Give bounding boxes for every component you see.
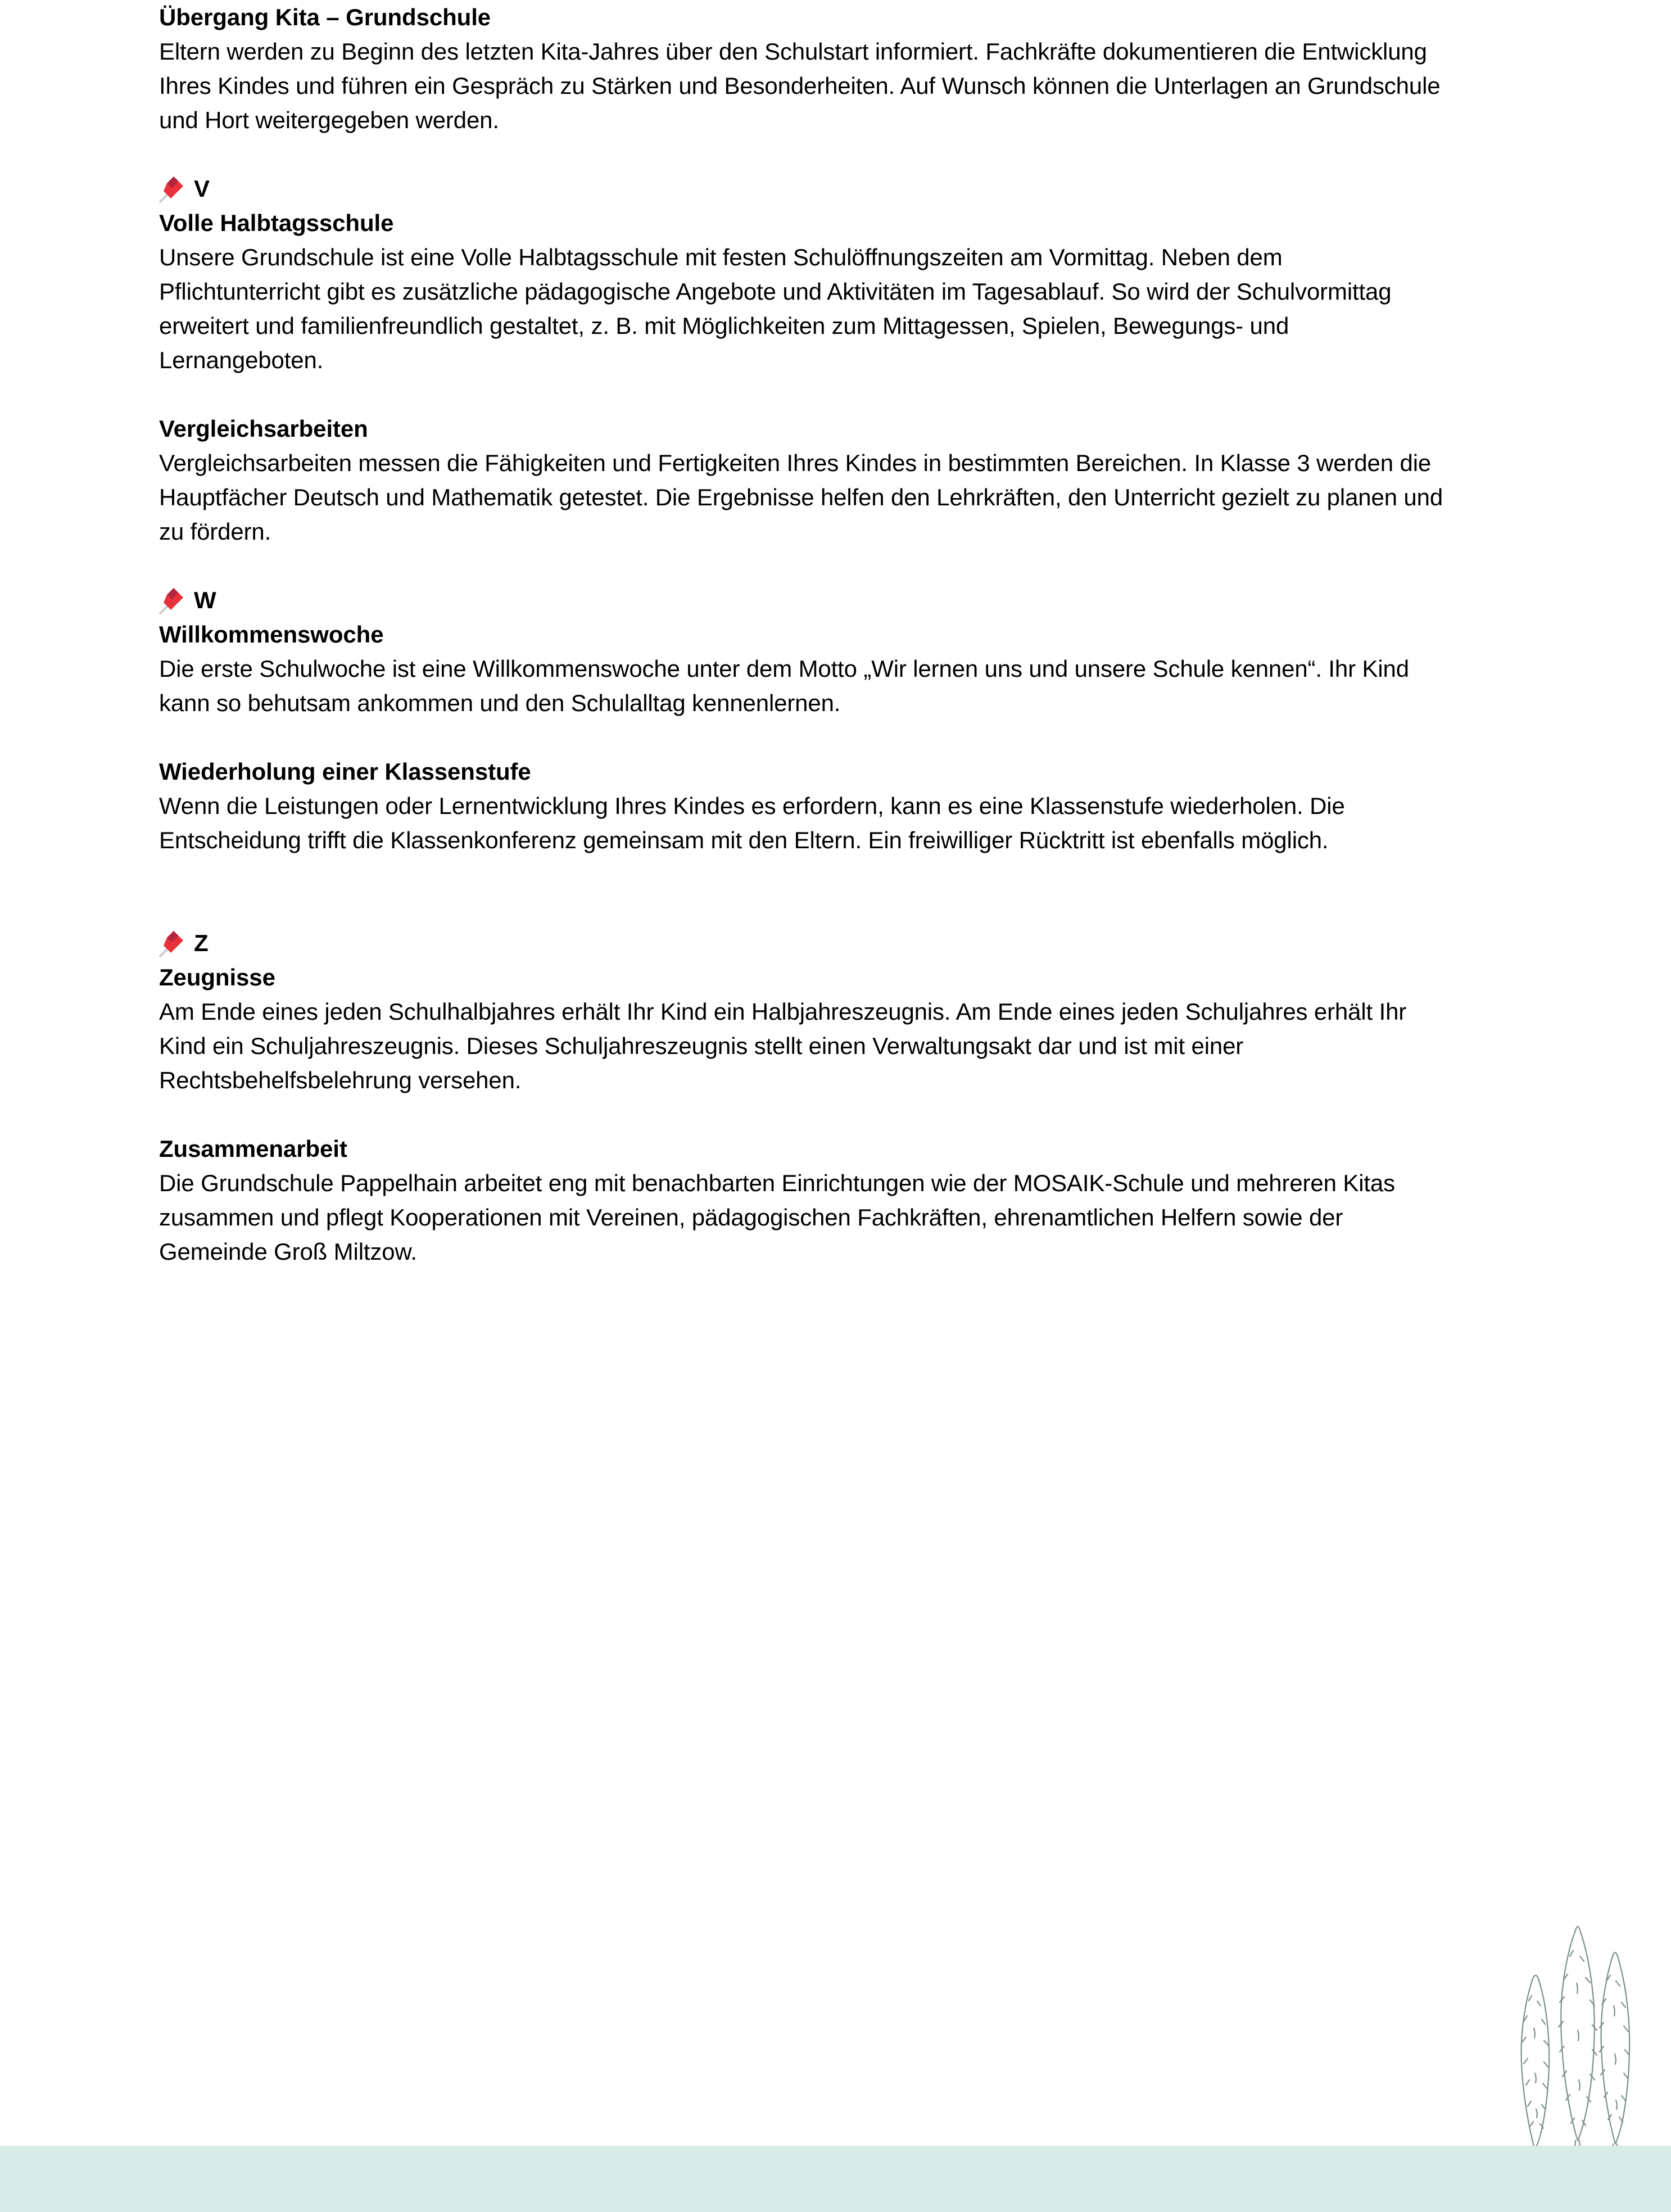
heading-wiederholung-einer-klassenstufe: Wiederholung einer Klassenstufe	[159, 758, 531, 785]
paragraph-gap	[159, 1097, 1446, 1132]
letter-label-w: W	[194, 587, 216, 613]
pushpin-icon	[159, 929, 185, 957]
paragraph-gap	[159, 549, 1446, 583]
heading-zeugnisse: Zeugnisse	[159, 964, 275, 990]
paragraph-gap	[159, 137, 1446, 171]
paragraph-gap	[159, 377, 1446, 411]
body-uebergang-kita-grundschule: Eltern werden zu Beginn des letzten Kita-Jahres über den Schulstart informiert. Fachkräfte dokumentieren die Entwicklung Ihres Kindes und führen ein Gespräch zu Stärken und Besonderheiten. Auf Wunsch können die Unterlagen an Grundschule und Hort weitergegeben werden.	[159, 38, 1441, 133]
pushpin-icon	[159, 586, 185, 614]
letter-divider-z	[159, 926, 1446, 960]
heading-willkommenswoche: Willkommenswoche	[159, 621, 384, 648]
body-zusammenarbeit: Die Grundschule Pappelhain arbeitet eng mit benachbarten Einrichtungen wie der MOSAIK-Schule und mehreren Kitas zusammen und pflegt Kooperationen mit Vereinen, pädagogischen Fachkräften, ehrenamtlichen Helfern sowie der Gemeinde Groß Miltzow.	[159, 1170, 1395, 1265]
document-content	[159, 0, 1446, 1269]
letter-divider-v	[159, 171, 1446, 206]
heading-uebergang-kita-grundschule: Übergang Kita – Grundschule	[159, 4, 491, 30]
letter-label-z: Z	[194, 930, 209, 956]
letter-label-v: V	[194, 175, 210, 202]
heading-zusammenarbeit: Zusammenarbeit	[159, 1136, 347, 1162]
footer-color-band	[0, 2146, 1671, 2212]
body-willkommenswoche: Die erste Schulwoche ist eine Willkommenswoche unter dem Motto „Wir lernen uns und unsere Schule kennen“. Ihr Kind kann so behutsam ankommen und den Schulalltag kennenlernen.	[159, 655, 1409, 716]
section-gap	[159, 857, 1446, 926]
pushpin-icon	[159, 175, 185, 203]
letter-divider-w	[159, 583, 1446, 617]
body-zeugnisse: Am Ende eines jeden Schulhalbjahres erhält Ihr Kind ein Halbjahreszeugnis. Am Ende eines jeden Schuljahres erhält Ihr Kind ein Schuljahreszeugnis. Dieses Schuljahreszeugnis stellt einen Verwaltungsakt dar und ist mit einer Rechtsbehelfsbelehrung versehen.	[159, 998, 1407, 1093]
body-volle-halbtagsschule: Unsere Grundschule ist eine Volle Halbtagsschule mit festen Schulöffnungszeiten am Vormittag. Neben dem Pflichtunterricht gibt es zusätzliche pädagogische Angebote und Aktivitäten im Tagesablauf. So wird der Schulvormittag erweitert und familienfreundlich gestaltet, z. B. mit Möglichkeiten zum Mittagessen, Spielen, Bewegungs- und Lernangeboten.	[159, 244, 1392, 373]
heading-vergleichsarbeiten: Vergleichsarbeiten	[159, 415, 368, 442]
body-wiederholung-einer-klassenstufe: Wenn die Leistungen oder Lernentwicklung Ihres Kindes es erfordern, kann es eine Klassenstufe wiederholen. Die Entscheidung trifft die Klassenkonferenz gemeinsam mit den Eltern. Ein freiwilliger Rücktritt ist ebenfalls möglich.	[159, 793, 1345, 853]
heading-volle-halbtagsschule: Volle Halbtagsschule	[159, 210, 394, 236]
body-vergleichsarbeiten: Vergleichsarbeiten messen die Fähigkeiten und Fertigkeiten Ihres Kindes in bestimmten Bereichen. In Klasse 3 werden die Hauptfächer Deutsch und Mathematik getestet. Die Ergebnisse helfen den Lehrkräften, den Unterricht gezielt zu planen und zu fördern.	[159, 450, 1443, 545]
paragraph-gap	[159, 720, 1446, 754]
